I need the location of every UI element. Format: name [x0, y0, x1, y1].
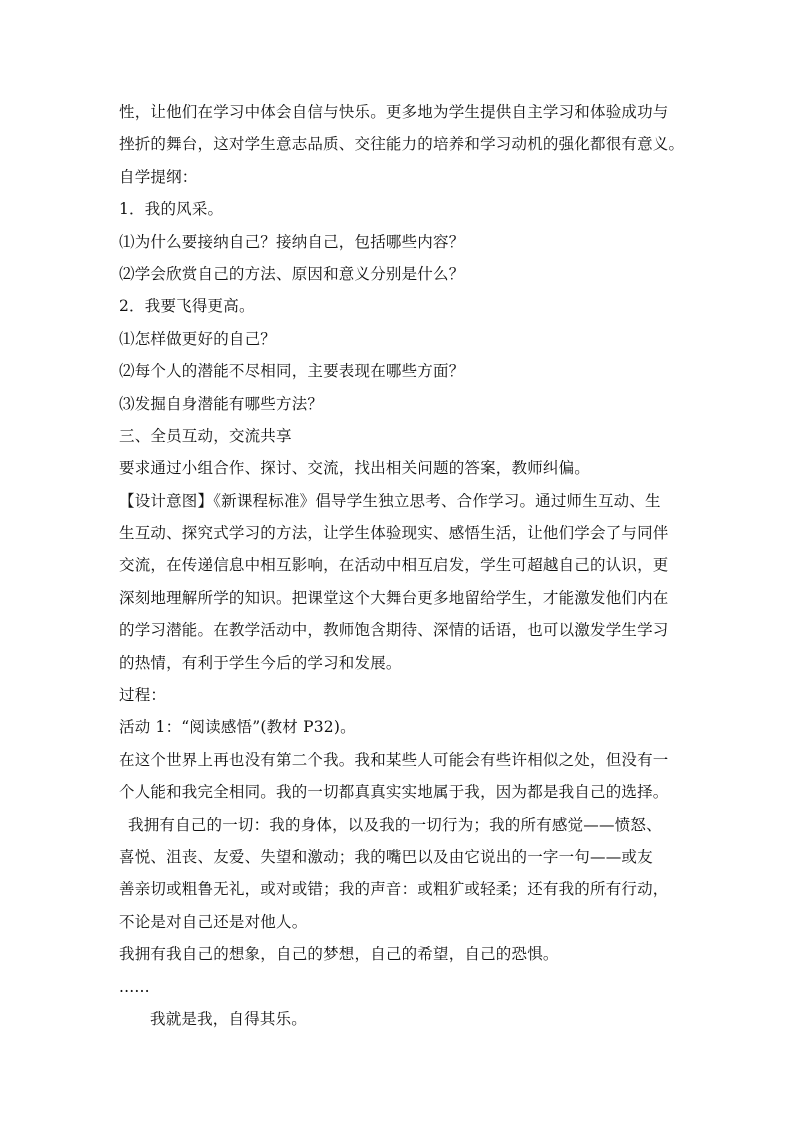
paragraph-line: 要求通过小组合作、探讨、交流，找出相关问题的答案，教师纠偏。 — [119, 459, 591, 478]
paragraph-line: 挫折的舞台，这对学生意志品质、交往能力的培养和学习动机的强化都很有意义。 — [119, 135, 685, 154]
outline-subitem: ⑶发掘自身潜能有哪些方法？ — [119, 394, 324, 413]
outline-subitem: ⑴为什么要接纳自己？接纳自己，包括哪些内容？ — [119, 232, 465, 251]
document-body — [119, 96, 685, 1035]
outline-subitem: ⑵每个人的潜能不尽相同，主要表现在哪些方面？ — [119, 362, 465, 381]
section-heading: 三、全员互动，交流共享 — [119, 426, 292, 445]
reading-line: 我拥有自己的一切：我的身体，以及我的一切行为；我的所有感觉——愤怒、 — [128, 815, 662, 834]
reading-line: 个人能和我完全相同。我的一切都真真实实地属于我，因为都是我自己的选择。 — [119, 783, 669, 802]
section-heading: 自学提纲： — [119, 167, 198, 186]
paragraph-line: 深刻地理解所学的知识。把课堂这个大舞台更多地留给学生，才能激发他们内在 — [119, 588, 669, 607]
outline-item: 2．我要飞得更高。 — [119, 297, 255, 316]
outline-item: 1．我的风采。 — [119, 200, 224, 219]
activity-title: 活动 1：“阅读感悟”(教材 P32)。 — [119, 718, 356, 737]
outline-subitem: ⑵学会欣赏自己的方法、原因和意义分别是什么？ — [119, 264, 465, 283]
paragraph-line: 的热情，有利于学生今后的学习和发展。 — [119, 653, 402, 672]
section-heading: 过程： — [119, 686, 167, 705]
outline-subitem: ⑴怎样做更好的自己？ — [119, 329, 277, 348]
reading-line: 不论是对自己还是对他人。 — [119, 912, 308, 931]
reading-line: 善亲切或粗鲁无礼，或对或错；我的声音：或粗犷或轻柔；还有我的所有行动， — [119, 880, 669, 899]
paragraph-line: 的学习潜能。在教学活动中，教师饱含期待、深情的话语，也可以激发学生学习 — [119, 621, 669, 640]
closing-line: 我就是我，自得其乐。 — [150, 1009, 308, 1028]
paragraph-line: 交流，在传递信息中相互影响，在活动中相互启发，学生可超越自己的认识，更 — [119, 556, 669, 575]
ellipsis-line: ...... — [119, 977, 150, 996]
reading-line: 喜悦、沮丧、友爱、失望和激动；我的嘴巴以及由它说出的一字一句——或友 — [119, 847, 653, 866]
paragraph-line: 性，让他们在学习中体会自信与快乐。更多地为学生提供自主学习和体验成功与 — [119, 103, 669, 121]
paragraph-line: 生互动、探究式学习的方法，让学生体验现实、感悟生活，让他们学会了与同伴 — [119, 524, 669, 543]
paragraph-line: 【设计意图】《新课程标准》倡导学生独立思考、合作学习。通过师生互动、生 — [119, 491, 661, 510]
reading-line: 在这个世界上再也没有第二个我。我和某些人可能会有些许相似之处，但没有一 — [119, 750, 669, 769]
reading-line: 我拥有我自己的想象，自己的梦想，自己的希望，自己的恐惧。 — [119, 945, 559, 964]
